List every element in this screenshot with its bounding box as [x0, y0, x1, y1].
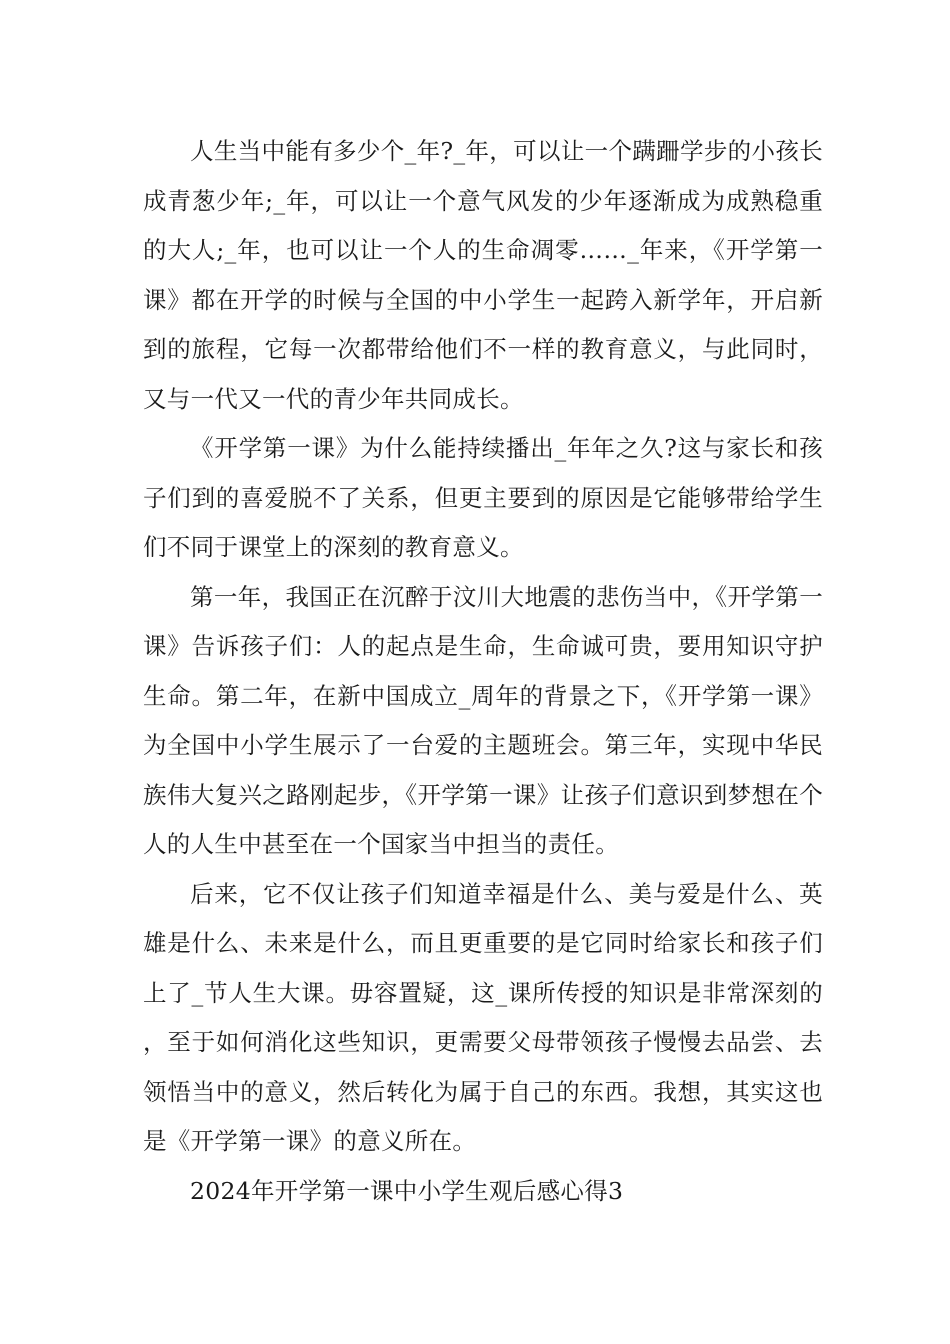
document-body: [143, 127, 823, 1216]
paragraph-1: 人生当中能有多少个_年?_年，可以让一个蹒跚学步的小孩长成青葱少年;_年，可以让一个意气风发的少年逐渐成为成熟稳重的大人;_年，也可以让一个人的生命凋零……_年来，《开学第一课》都在开学的时候与全国的中小学生一起跨入新学年，开启新到的旅程，它每一次都带给他们不一样的教育意义，与此同时，又与一代又一代的青少年共同成长。: [143, 137, 823, 413]
paragraph-3: 第一年，我国正在沉醉于汶川大地震的悲伤当中，《开学第一课》告诉孩子们：人的起点是生命，生命诚可贵，要用知识守护生命。第二年，在新中国成立_周年的背景之下，《开学第一课》为全国中小学生展示了一台爱的主题班会。第三年，实现中华民族伟大复兴之路刚起步，《开学第一课》让孩子们意识到梦想在个人的人生中甚至在一个国家当中担当的责任。: [143, 582, 823, 858]
section-heading: 2024年开学第一课中小学生观后感心得3: [190, 1176, 624, 1205]
paragraph-2: 《开学第一课》为什么能持续播出_年年之久?这与家长和孩子们到的喜爱脱不了关系，但更主要到的原因是它能够带给学生们不同于课堂上的深刻的教育意义。: [143, 434, 823, 561]
paragraph-4: 后来，它不仅让孩子们知道幸福是什么、美与爱是什么、英雄是什么、未来是什么，而且更重要的是它同时给家长和孩子们上了_节人生大课。毋容置疑，这_课所传授的知识是非常深刻的，至于如何消化这些知识，更需要父母带领孩子慢慢去品尝、去领悟当中的意义，然后转化为属于自己的东西。我想，其实这也是《开学第一课》的意义所在。: [143, 879, 823, 1155]
